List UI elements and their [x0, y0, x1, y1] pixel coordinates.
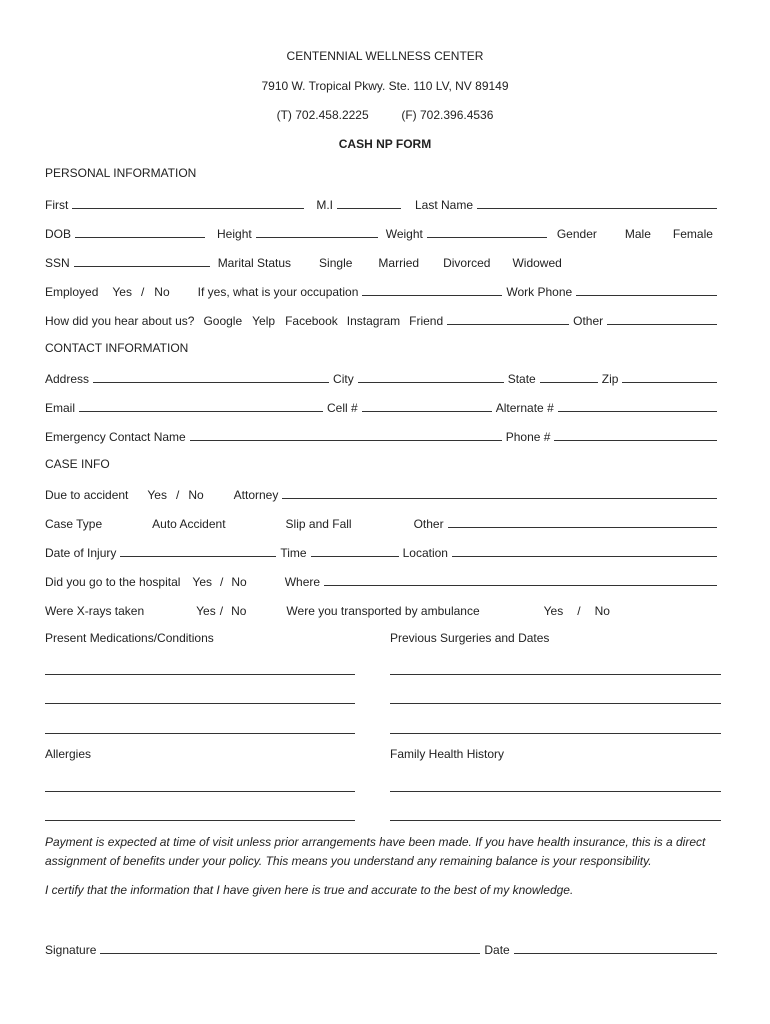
where-label: Where: [284, 575, 321, 589]
location-label: Location: [402, 546, 448, 560]
ssn-field[interactable]: [74, 266, 210, 267]
family-history-line[interactable]: [390, 820, 721, 821]
signature-label: Signature: [45, 943, 97, 957]
occupation-field[interactable]: [362, 295, 502, 296]
allergies-label: Allergies: [45, 747, 92, 761]
surgeries-line[interactable]: [390, 733, 721, 734]
emergency-phone-field[interactable]: [554, 440, 717, 441]
hospital-label: Did you go to the hospital: [45, 575, 181, 589]
employed-label: Employed: [45, 285, 99, 299]
hospital-row: [45, 571, 721, 589]
org-phone: (T) 702.458.2225: [276, 108, 369, 122]
certification-statement: I certify that the information that I have given here is true and accurate to the best of my knowledge.: [45, 883, 574, 897]
date-field[interactable]: [514, 953, 717, 954]
xrays-no-option[interactable]: No: [231, 604, 247, 618]
case-section-heading: CASE INFO: [45, 457, 110, 471]
city-field[interactable]: [358, 382, 504, 383]
alternate-field[interactable]: [558, 411, 717, 412]
due-to-accident-label: Due to accident: [45, 488, 129, 502]
allergies-line[interactable]: [45, 820, 355, 821]
state-label: State: [507, 372, 536, 386]
case-type-slip-option[interactable]: Slip and Fall: [285, 517, 352, 531]
zip-field[interactable]: [622, 382, 717, 383]
date-of-injury-field[interactable]: [120, 556, 276, 557]
ambulance-no-option[interactable]: No: [594, 604, 610, 618]
email-row: [45, 397, 721, 415]
alternate-label: Alternate #: [495, 401, 554, 415]
attorney-field[interactable]: [282, 498, 717, 499]
medications-line[interactable]: [45, 703, 355, 704]
family-history-line[interactable]: [390, 791, 721, 792]
first-label: First: [45, 198, 69, 212]
gender-male-option[interactable]: Male: [624, 227, 651, 241]
marital-married-option[interactable]: Married: [378, 256, 420, 270]
slash: /: [219, 604, 224, 618]
accident-no-option[interactable]: No: [188, 488, 204, 502]
slash: /: [220, 575, 224, 589]
slash: /: [577, 604, 581, 618]
case-type-auto-option[interactable]: Auto Accident: [152, 517, 226, 531]
address-field[interactable]: [93, 382, 329, 383]
time-label: Time: [280, 546, 307, 560]
where-field[interactable]: [324, 585, 717, 586]
referral-google-option[interactable]: Google: [203, 314, 243, 328]
slash: /: [175, 488, 180, 502]
date-of-injury-label: Date of Injury: [45, 546, 117, 560]
work-phone-field[interactable]: [576, 295, 717, 296]
form-title: CASH NP FORM: [338, 137, 432, 151]
state-field[interactable]: [540, 382, 598, 383]
xray-row: [45, 600, 721, 618]
injury-row: [45, 542, 721, 560]
hospital-yes-option[interactable]: Yes: [192, 575, 212, 589]
referral-facebook-option[interactable]: Facebook: [285, 314, 338, 328]
surgeries-line[interactable]: [390, 703, 721, 704]
accident-row: [45, 484, 721, 502]
signature-field[interactable]: [100, 953, 480, 954]
referral-row: [45, 310, 721, 328]
weight-label: Weight: [385, 227, 423, 241]
personal-section-heading: PERSONAL INFORMATION: [45, 166, 197, 180]
medications-label: Present Medications/Conditions: [45, 631, 214, 645]
hospital-no-option[interactable]: No: [231, 575, 247, 589]
medications-line[interactable]: [45, 674, 355, 675]
org-address: 7910 W. Tropical Pkwy. Ste. 110 LV, NV 89149: [261, 79, 509, 93]
referral-label: How did you hear about us?: [45, 314, 195, 328]
referral-friend-option[interactable]: Friend: [409, 314, 444, 328]
referral-instagram-option[interactable]: Instagram: [346, 314, 401, 328]
ambulance-label: Were you transported by ambulance: [286, 604, 480, 618]
height-label: Height: [217, 227, 252, 241]
mi-field[interactable]: [337, 208, 401, 209]
attorney-label: Attorney: [233, 488, 279, 502]
work-phone-label: Work Phone: [506, 285, 573, 299]
friend-field[interactable]: [447, 324, 569, 325]
ssn-label: SSN: [45, 256, 70, 270]
case-type-other-field[interactable]: [448, 527, 717, 528]
occupation-label: If yes, what is your occupation: [197, 285, 359, 299]
slash: /: [140, 285, 145, 299]
emergency-contact-field[interactable]: [190, 440, 502, 441]
gender-female-option[interactable]: Female: [672, 227, 713, 241]
city-label: City: [333, 372, 354, 386]
dob-field[interactable]: [75, 237, 205, 238]
referral-yelp-option[interactable]: Yelp: [252, 314, 276, 328]
marital-widowed-option[interactable]: Widowed: [512, 256, 562, 270]
address-row: [45, 368, 721, 386]
marital-single-option[interactable]: Single: [319, 256, 353, 270]
emergency-row: [45, 426, 721, 444]
payment-notice: Payment is expected at time of visit unless prior arrangements have been made. If you have health insurance, this is a direct assignment of benefits under your policy. This means you understand any remaining balance is your responsibility.: [45, 835, 706, 868]
cell-field[interactable]: [362, 411, 492, 412]
dob-row: [45, 223, 721, 241]
gender-label: Gender: [556, 227, 597, 241]
height-field[interactable]: [256, 237, 378, 238]
marital-status-label: Marital Status: [217, 256, 292, 270]
weight-field[interactable]: [427, 237, 547, 238]
emergency-phone-label: Phone #: [505, 430, 551, 444]
case-type-other-label: Other: [413, 517, 444, 531]
medications-line[interactable]: [45, 733, 355, 734]
xrays-label: Were X-rays taken: [45, 604, 145, 618]
org-fax: (F) 702.396.4536: [401, 108, 494, 122]
employed-yes-option[interactable]: Yes: [112, 285, 132, 299]
accident-yes-option[interactable]: Yes: [147, 488, 167, 502]
cell-label: Cell #: [327, 401, 358, 415]
case-type-row: [45, 513, 721, 531]
location-field[interactable]: [452, 556, 717, 557]
mi-label: M.I: [316, 198, 333, 212]
signature-row: [45, 939, 721, 957]
org-contact: [0, 108, 770, 122]
xrays-yes-option[interactable]: Yes: [196, 604, 216, 618]
email-field[interactable]: [79, 411, 323, 412]
last-name-field[interactable]: [477, 208, 717, 209]
first-field[interactable]: [72, 208, 304, 209]
dob-label: DOB: [45, 227, 72, 241]
ambulance-yes-option[interactable]: Yes: [543, 604, 564, 618]
employed-no-option[interactable]: No: [154, 285, 170, 299]
contact-section-heading: CONTACT INFORMATION: [45, 341, 189, 355]
time-field[interactable]: [311, 556, 399, 557]
family-history-label: Family Health History: [390, 747, 505, 761]
zip-label: Zip: [601, 372, 619, 386]
last-name-label: Last Name: [415, 198, 474, 212]
email-label: Email: [45, 401, 76, 415]
marital-divorced-option[interactable]: Divorced: [443, 256, 491, 270]
org-name: CENTENNIAL WELLNESS CENTER: [286, 49, 484, 63]
referral-other-field[interactable]: [607, 324, 717, 325]
ssn-row: [45, 252, 721, 270]
name-row: [45, 194, 721, 212]
date-label: Date: [484, 943, 510, 957]
emergency-contact-label: Emergency Contact Name: [45, 430, 186, 444]
surgeries-label: Previous Surgeries and Dates: [390, 631, 550, 645]
employment-row: [45, 281, 721, 299]
referral-other-label: Other: [573, 314, 604, 328]
address-label: Address: [45, 372, 90, 386]
allergies-line[interactable]: [45, 791, 355, 792]
case-type-label: Case Type: [45, 517, 103, 531]
surgeries-line[interactable]: [390, 674, 721, 675]
